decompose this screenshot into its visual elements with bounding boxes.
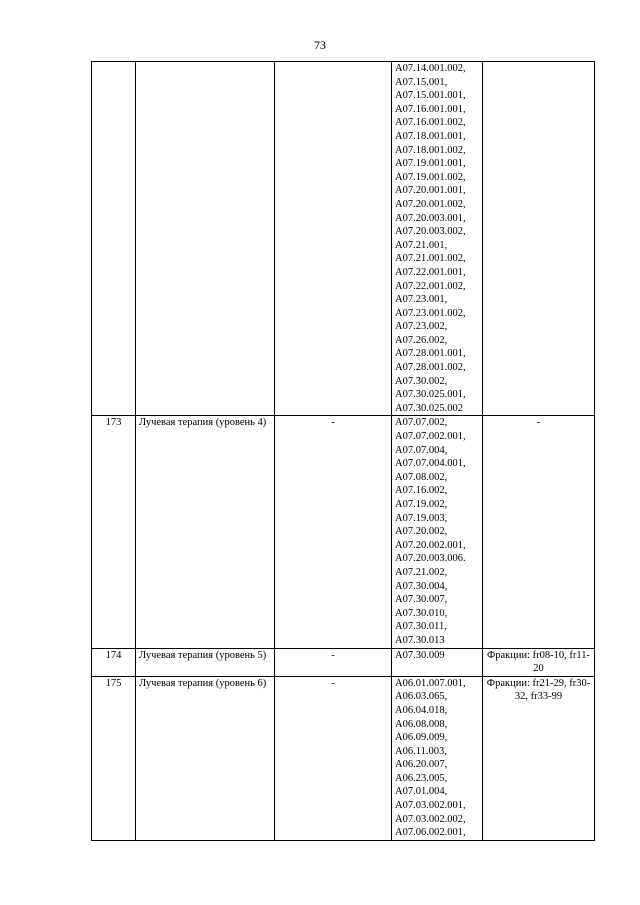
procedure-code: A06.23.005, [395, 772, 448, 784]
row-col3: - [275, 416, 392, 648]
row-number: 173 [92, 416, 136, 648]
row-col3: - [275, 648, 392, 676]
table-body [92, 62, 595, 841]
procedure-code: A07.28.001.001, [395, 348, 466, 360]
procedure-code: A06.08.008, [395, 718, 448, 730]
procedure-code: A07.20.003.001, [395, 212, 466, 224]
procedure-code: A07.07.004.001, [395, 458, 466, 470]
procedure-code: A07.22.001.001, [395, 266, 466, 278]
procedure-code: A07.18.001.002, [395, 144, 466, 156]
procedure-code: A07.15.001, [395, 76, 448, 88]
procedure-code: A07.20.001.001, [395, 185, 466, 197]
procedure-code: A07.07.002, [395, 417, 448, 429]
procedure-code: A07.30.002, [395, 375, 448, 387]
row-name: Лучевая терапия (уровень 6) [136, 676, 275, 840]
procedure-code: A07.20.002, [395, 526, 448, 538]
procedure-code: A07.21.001.002, [395, 253, 466, 265]
procedure-code: A07.06.002.001, [395, 827, 466, 839]
procedure-code: A07.23.002, [395, 321, 448, 333]
procedure-code: A06.01.007.001, [395, 677, 466, 689]
procedure-code: A07.18.001.001, [395, 130, 466, 142]
procedure-code: A07.16.001.002, [395, 117, 466, 129]
row-codes [392, 62, 483, 416]
procedure-code: A07.21.002, [395, 566, 448, 578]
procedure-code: A07.30.010, [395, 607, 448, 619]
procedure-code: A07.28.001.002, [395, 362, 466, 374]
row-col5: - [483, 416, 595, 648]
row-codes [392, 416, 483, 648]
procedure-code: A07.16.002, [395, 485, 448, 497]
procedure-code: A07.20.003.002, [395, 226, 466, 238]
procedure-code: A07.30.025.002 [395, 402, 463, 414]
procedure-code: A07.30.025.001, [395, 389, 466, 401]
procedure-code: A07.20.001.002, [395, 198, 466, 210]
procedure-code: A07.19.003, [395, 512, 448, 524]
table-row [92, 416, 595, 648]
procedure-code: A07.23.001, [395, 294, 448, 306]
procedure-code: A07.03.002.001, [395, 800, 466, 812]
procedure-code: A07.26.002, [395, 334, 448, 346]
procedure-code: A07.07.002.001, [395, 431, 466, 443]
procedure-code: A07.21.001, [395, 239, 448, 251]
row-col5 [483, 62, 595, 416]
procedure-code: A07.16.001.001, [395, 103, 466, 115]
row-number [92, 62, 136, 416]
procedure-code: A07.20.003.006. [395, 553, 466, 565]
row-codes [392, 648, 483, 676]
table-row [92, 62, 595, 416]
procedure-code: A06.20.007, [395, 759, 448, 771]
table-row [92, 676, 595, 840]
row-codes [392, 676, 483, 840]
procedure-code: A07.19.001.002, [395, 171, 466, 183]
row-number: 174 [92, 648, 136, 676]
procedure-code: A07.07.004, [395, 444, 448, 456]
row-col3: - [275, 676, 392, 840]
row-col5: Фракции: fr08-10, fr11-20 [483, 648, 595, 676]
procedure-code: A07.03.002.002, [395, 813, 466, 825]
procedure-code: A07.30.004, [395, 580, 448, 592]
procedure-code: A07.01.004, [395, 786, 448, 798]
procedure-code: A06.03.065, [395, 691, 448, 703]
procedure-code: A07.30.009 [395, 649, 445, 661]
page-number: 73 [314, 38, 326, 52]
procedure-code: A07.30.011, [395, 621, 447, 633]
tariff-table [91, 61, 595, 841]
procedure-code: A07.22.001.002, [395, 280, 466, 292]
procedure-code: A07.30.007, [395, 594, 448, 606]
table-row [92, 648, 595, 676]
procedure-code: A07.30.013 [395, 634, 445, 646]
row-number: 175 [92, 676, 136, 840]
procedure-code: A07.14.001.002, [395, 63, 466, 74]
row-name: Лучевая терапия (уровень 5) [136, 648, 275, 676]
procedure-code: A06.11.003, [395, 745, 447, 757]
procedure-code: A07.08.002, [395, 471, 448, 483]
procedure-code: A07.20.002.001, [395, 539, 466, 551]
procedure-code: A07.19.001.001, [395, 158, 466, 170]
row-name [136, 62, 275, 416]
procedure-code: A07.23.001.002, [395, 307, 466, 319]
procedure-code: A07.19.002, [395, 499, 448, 510]
row-col5: Фракции: fr21-29, fr30-32, fr33-99 [483, 676, 595, 840]
procedure-code: A06.09.009, [395, 732, 448, 744]
procedure-code: A06.04.018, [395, 704, 448, 716]
row-col3 [275, 62, 392, 416]
procedure-code: A07.15.001.001, [395, 90, 466, 102]
row-name: Лучевая терапия (уровень 4) [136, 416, 275, 648]
